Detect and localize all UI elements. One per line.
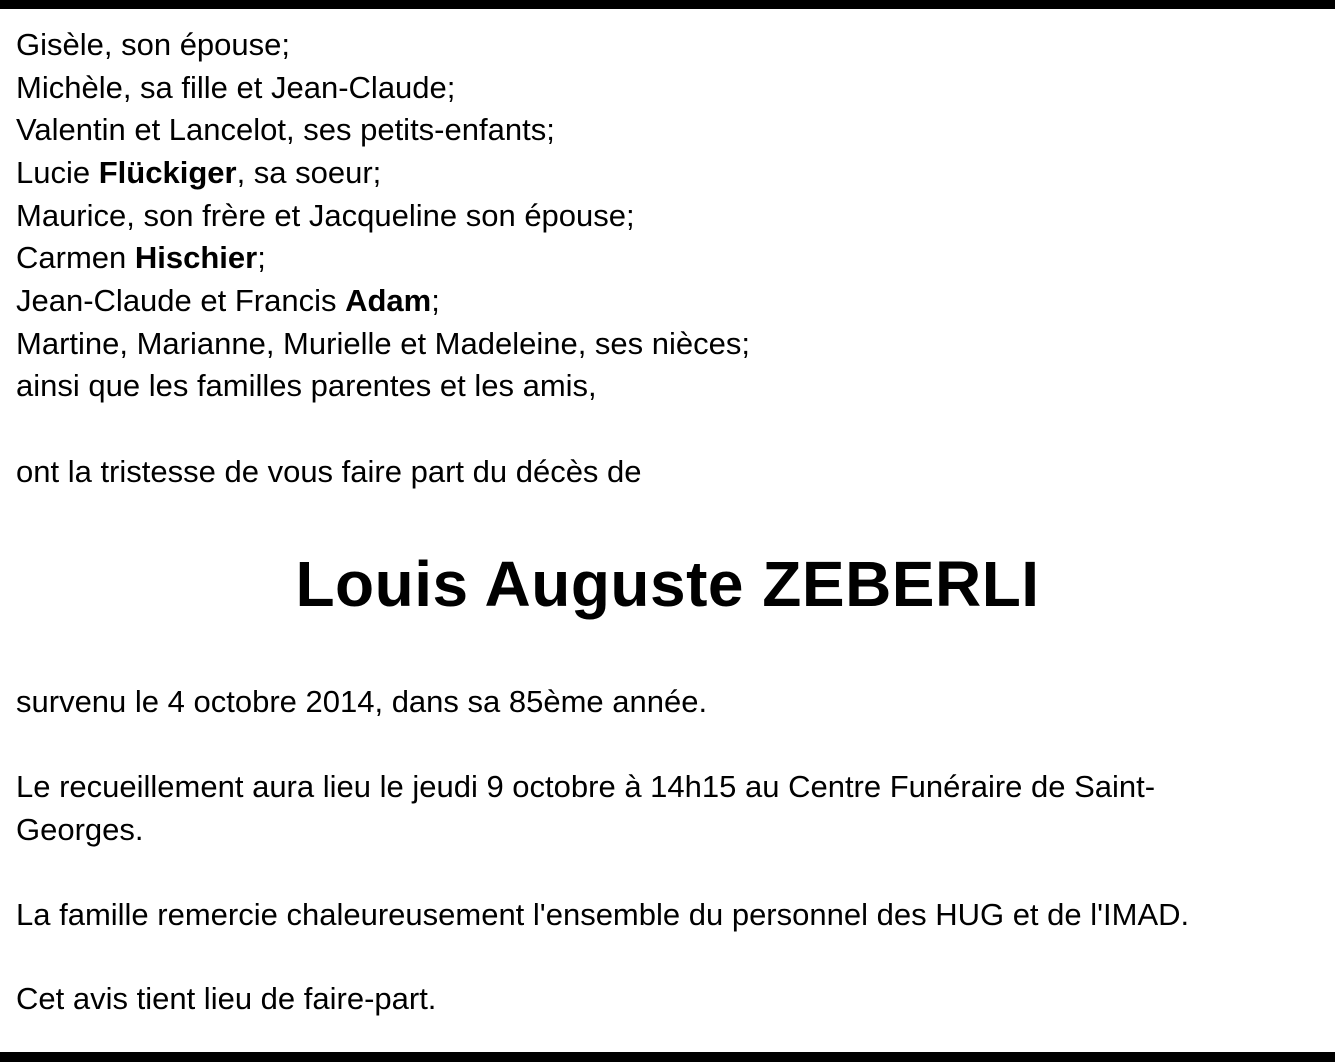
family-text: Lucie	[16, 155, 99, 190]
death-info: survenu le 4 octobre 2014, dans sa 85ème année.	[16, 684, 708, 719]
family-line-1	[16, 23, 290, 66]
family-line-5	[16, 194, 635, 237]
family-line-4	[16, 151, 381, 194]
family-surname: Flückiger	[98, 155, 237, 190]
family-surname: Hischier	[134, 240, 258, 275]
top-border	[0, 0, 1335, 9]
ceremony-line-1: Le recueillement aura lieu le jeudi 9 octobre à 14h15 au Centre Funéraire de Saint-	[16, 769, 1156, 804]
family-text: Carmen	[16, 240, 135, 275]
ceremony-line-2: Georges.	[16, 812, 144, 847]
family-line-3	[16, 108, 555, 151]
family-line-7	[16, 279, 440, 322]
family-text: ainsi que les familles parentes et les amis,	[16, 368, 597, 403]
closing-text: Cet avis tient lieu de faire-part.	[16, 981, 437, 1016]
family-text: Gisèle, son épouse;	[16, 27, 291, 62]
deceased-name: Louis Auguste ZEBERLI	[295, 548, 1040, 620]
family-text: Valentin et Lancelot, ses petits-enfants;	[16, 112, 555, 147]
family-line-2	[16, 66, 455, 109]
family-text: Michèle, sa fille et Jean-Claude;	[16, 70, 456, 105]
family-surname: Adam	[345, 283, 432, 318]
family-text: Maurice, son frère et Jacqueline son épouse;	[16, 198, 635, 233]
family-text: Jean-Claude et Francis	[16, 283, 346, 318]
family-line-8	[16, 322, 750, 365]
family-text: ;	[431, 283, 440, 318]
thanks-text: La famille remercie chaleureusement l'ensemble du personnel des HUG et de l'IMAD.	[16, 897, 1190, 932]
announcement-text: ont la tristesse de vous faire part du décès de	[16, 454, 642, 489]
bottom-border	[0, 1052, 1335, 1062]
family-text: , sa soeur;	[236, 155, 382, 190]
family-text: ;	[257, 240, 266, 275]
family-text: Martine, Marianne, Murielle et Madeleine, ses nièces;	[16, 326, 751, 361]
family-line-9	[16, 364, 597, 407]
family-line-6	[16, 236, 266, 279]
